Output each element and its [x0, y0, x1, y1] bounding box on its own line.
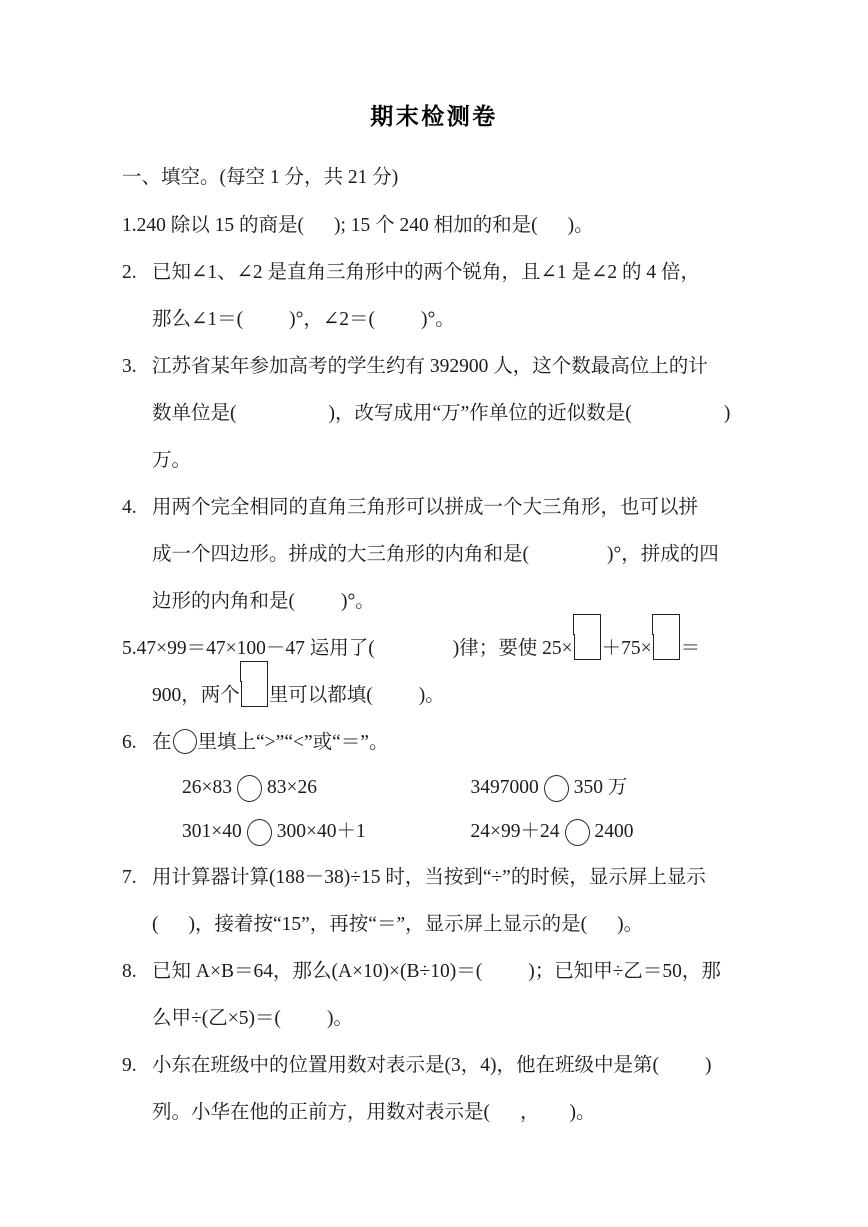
question-7-number: 7.	[122, 867, 137, 888]
question-5-box-1[interactable]	[574, 634, 601, 660]
comparison-pair-1	[182, 766, 471, 810]
question-7-text-b: )，接着按“15”，再按“＝”，显示屏上显示的是(	[188, 914, 588, 935]
question-9-text-d: ，	[520, 1102, 540, 1123]
question-5-box-3[interactable]	[241, 681, 268, 707]
comparison-row-1	[182, 766, 748, 810]
question-2-text-c: )°。	[420, 309, 455, 330]
question-2-line-1: 已知∠1、∠2 是直角三角形中的两个锐角，且∠1 是∠2 的 4 倍，	[152, 262, 700, 283]
exam-content	[122, 155, 748, 1136]
comparison-2-right: 350 万	[573, 777, 628, 798]
question-5-box-2[interactable]	[653, 634, 680, 660]
question-3-text-a: 数单位是(	[152, 403, 237, 424]
question-4-number: 4.	[122, 497, 137, 518]
question-3-number: 3.	[122, 356, 137, 377]
question-2-line-2	[152, 296, 748, 343]
question-4-text-b: )°，拼成的四	[607, 544, 719, 565]
question-9-line-1	[152, 1042, 748, 1089]
question-6-line-1	[152, 719, 748, 766]
question-8-line-2	[152, 995, 748, 1042]
question-9-text-b: )	[704, 1055, 712, 1076]
comparison-4-circle[interactable]	[565, 819, 590, 846]
question-7-line-1: 用计算器计算(188－38)÷15 时，当按到“÷”的时候，显示屏上显示	[152, 867, 706, 888]
question-3	[122, 343, 748, 484]
question-1-text-b: ); 15 个 240 相加的和是(	[334, 215, 538, 236]
question-8-line-1	[152, 948, 748, 995]
question-5-line-1	[122, 625, 748, 672]
question-9	[122, 1042, 748, 1136]
comparison-pair-2	[471, 766, 748, 810]
comparison-3-left: 301×40	[182, 821, 242, 842]
question-4-line-2	[152, 531, 748, 578]
question-1-number: 1.	[122, 215, 137, 236]
question-6-text-b: 里填上“>”“<”或“＝”。	[197, 732, 389, 753]
question-5-text-g: )。	[418, 685, 445, 706]
question-5-text-e: 900，两个	[152, 685, 240, 706]
comparison-pair-4	[471, 810, 748, 854]
question-6-text-a: 在	[152, 732, 172, 753]
section-heading-fill-in-blanks: 一、填空。(每空 1 分，共 21 分)	[122, 167, 399, 188]
question-4-text-a: 成一个四边形。拼成的大三角形的内角和是(	[152, 544, 529, 565]
question-8-text-d: )。	[326, 1008, 353, 1029]
question-6	[122, 719, 748, 854]
question-3-line-1: 江苏省某年参加高考的学生约有 392900 人，这个数最高位上的计	[152, 356, 708, 377]
question-9-text-c: 列。小华在他的正前方，用数对表示是(	[152, 1102, 490, 1123]
question-1	[122, 202, 748, 249]
question-8	[122, 948, 748, 1042]
page-title: 期末检测卷	[370, 104, 498, 130]
comparison-3-right: 300×40＋1	[276, 821, 366, 842]
question-5-line-2	[122, 672, 748, 719]
question-9-text-a: 小东在班级中的位置用数对表示是(3，4)，他在班级中是第(	[152, 1055, 659, 1076]
question-7-text-a: (	[152, 914, 159, 935]
question-9-number: 9.	[122, 1055, 137, 1076]
question-5-number: 5.	[122, 638, 137, 659]
question-1-text-c: )。	[567, 215, 594, 236]
question-5-text-f: 里可以都填(	[268, 685, 373, 706]
question-8-number: 8.	[122, 961, 137, 982]
comparison-2-left: 3497000	[470, 777, 539, 798]
comparison-pair-3	[182, 810, 471, 854]
comparison-1-left: 26×83	[182, 777, 232, 798]
comparison-2-circle[interactable]	[544, 775, 569, 802]
question-8-text-b: )；已知甲÷乙＝50，那	[528, 961, 721, 982]
question-8-text-a: 已知 A×B＝64，那么(A×10)×(B÷10)＝(	[152, 961, 483, 982]
question-3-text-b: )，改写成用“万”作单位的近似数是(	[328, 403, 632, 424]
question-9-text-e: )。	[569, 1102, 596, 1123]
question-2-text-b: )°，∠2＝(	[289, 309, 375, 330]
question-4	[122, 484, 748, 625]
question-3-line-2	[152, 390, 748, 437]
question-1-text-a: 240 除以 15 的商是(	[136, 215, 304, 236]
question-5-text-b: )律；要使 25×	[452, 638, 573, 659]
question-5	[122, 625, 748, 719]
question-5-text-a: 47×99＝47×100－47 运用了(	[136, 638, 375, 659]
question-7-text-c: )。	[617, 914, 644, 935]
comparison-row-2	[182, 810, 748, 854]
question-2	[122, 249, 748, 343]
comparison-1-right: 83×26	[267, 777, 317, 798]
question-6-number: 6.	[122, 732, 137, 753]
comparison-4-left: 24×99＋24	[470, 821, 560, 842]
question-3-line-3: 万。	[152, 450, 192, 471]
question-9-line-2	[152, 1089, 748, 1136]
question-5-text-c: ＋75×	[601, 638, 652, 659]
question-5-text-d: ＝	[680, 638, 701, 659]
question-4-line-1: 用两个完全相同的直角三角形可以拼成一个大三角形，也可以拼	[152, 497, 699, 518]
question-7-line-2	[152, 901, 748, 948]
question-3-text-c: )	[723, 403, 731, 424]
comparison-1-circle[interactable]	[237, 775, 262, 802]
question-2-text-a: 那么∠1＝(	[152, 309, 244, 330]
comparison-3-circle[interactable]	[247, 819, 272, 846]
question-2-number: 2.	[122, 262, 137, 283]
question-6-comparison-grid	[182, 766, 748, 854]
question-4-text-d: )°。	[341, 591, 375, 612]
question-4-text-c: 边形的内角和是(	[152, 591, 295, 612]
circle-icon-instruction	[173, 729, 197, 754]
question-8-text-c: 么甲÷(乙×5)＝(	[152, 1008, 281, 1029]
question-7	[122, 854, 748, 948]
comparison-4-right: 2400	[594, 821, 634, 842]
